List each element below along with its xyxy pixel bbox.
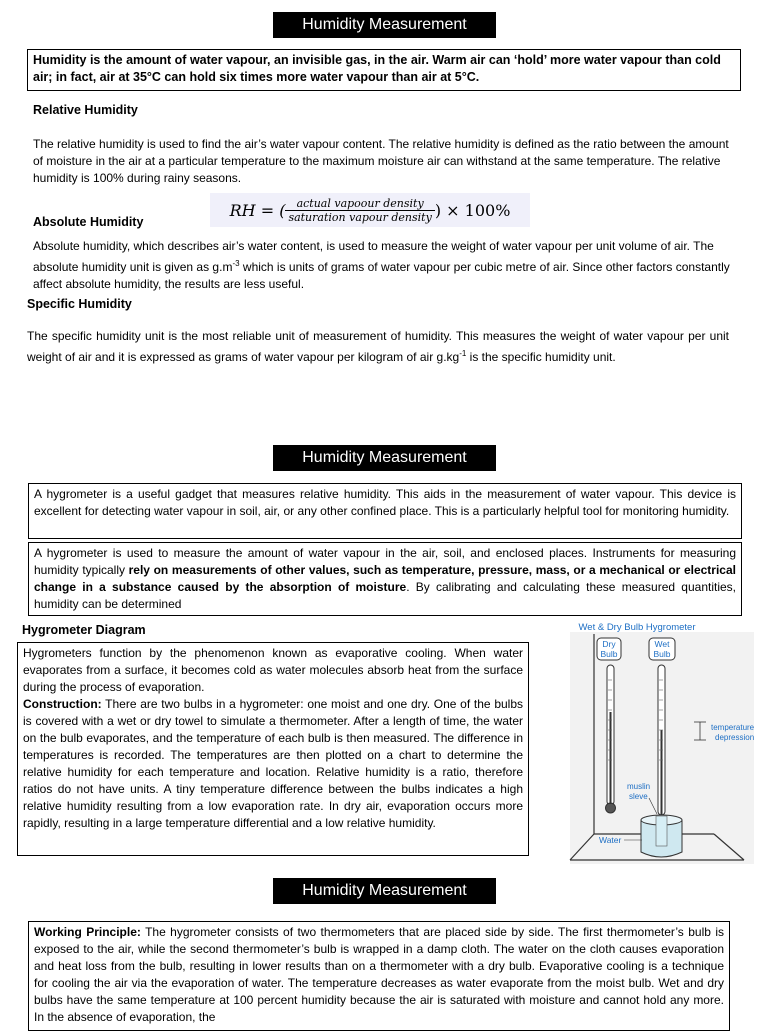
construction-label: Construction: (23, 697, 102, 711)
specific-humidity-heading: Specific Humidity (27, 297, 132, 311)
hygrometer-usage-box (28, 542, 742, 616)
absolute-humidity-text (33, 238, 733, 293)
sleve-label: sleve (629, 792, 648, 801)
construction-text: There are two bulbs in a hygrometer: one moist and one dry. One of the bulbs is covered with a wet or dry towel to simulate a thermometer. After a length of time, the water on the bulb evaporates, and the temperature of each bulb is then measured. The difference in temperatures is recorded. The temperatures are then plotted on a chart to determine the relative humidity for each temperature and location. Relative humidity is a ratio, therefore ratios do not have units. A tiny temperature difference between the bulbs indicates a high relative humidity resulting from a low evaporation rate. In dry air, evaporation occurs more rapidly, resulting in a large temperature differential and a low relative humidity. (23, 697, 523, 830)
usage-text-bold: rely on measurements of other values, such as temperature, pressure, mass, or a mechanical or electrical change in a substance caused by the absorption of moisture (34, 563, 736, 594)
working-principle-box (28, 921, 730, 1031)
dry-bulb-label-2: Bulb (600, 649, 618, 659)
absolute-humidity-heading: Absolute Humidity (33, 215, 144, 229)
formula-denominator: saturation vapour density (288, 210, 432, 224)
specific-unit-sup: -1 (459, 349, 467, 358)
absolute-unit-sup: -3 (232, 259, 240, 268)
absolute-text-b: which is units of grams of water vapour per cubic metre of air. Since other factors constantly affect absolute humidity, the results are less useful. (33, 260, 730, 291)
formula-numerator: actual vapoour density (285, 197, 434, 211)
section-title: Humidity Measurement (273, 878, 496, 904)
usage-text-b: . By calibrating and calculating these measured quantities, humidity can be determined (34, 580, 737, 611)
muslin-sleeve (656, 816, 667, 846)
relative-humidity-text: The relative humidity is used to find the air’s water vapour content. The relative humidity is defined as the ratio between the amount of moisture in the air at a particular temperature to the maximum moisture air can withstand at the same temperature. The relative humidity is 100% during rainy seasons. (33, 137, 729, 185)
specific-text-b: is the specific humidity unit. (466, 350, 616, 364)
rh-formula (210, 193, 530, 227)
relative-humidity-heading: Relative Humidity (33, 103, 138, 117)
wet-bulb-label: Wet (654, 639, 670, 649)
usage-text-a: A hygrometer is used to measure the amount of water vapour in the air, soil, and enclosed places. Instruments for measuring humidity typically (34, 546, 736, 577)
water-label: Water (599, 835, 622, 845)
dry-thermometer-bulb (606, 803, 616, 813)
temperature-label: temperature (711, 723, 754, 732)
specific-text-a: The specific humidity unit is the most reliable unit of measurement of humidity. This measures the weight of water vapour per unit weight of air and it is expressed as grams of water vapour per kilogram of air g.kg (27, 329, 729, 364)
dry-bulb-label: Dry (602, 639, 616, 649)
hygrometer-explanation-box (17, 642, 529, 856)
section-title: Humidity Measurement (273, 445, 496, 471)
formula-fraction (285, 197, 434, 224)
absolute-text-a: Absolute humidity, which describes air’s water content, is used to measure the weight of water vapour per unit volume of air. The absolute humidity unit is given as g.m (33, 239, 714, 274)
wet-bulb-label-2: Bulb (653, 649, 671, 659)
hygrometer-figure (564, 620, 754, 866)
muslin-label: muslin (627, 782, 651, 791)
formula-lhs: RH = ( (229, 200, 286, 220)
working-principle-label: Working Principle: (34, 925, 141, 939)
figure-title: Wet & Dry Bulb Hygrometer (578, 622, 696, 633)
working-principle-text: The hygrometer consists of two thermometers that are placed side by side. The first thermometer’s bulb is exposed to the air, while the second thermometer’s bulb is wrapped in a damp cloth. The water on the cloth causes evaporation and heat loss from the bulb, resulting in lower results than on a thermometer with a dry bulb. Evaporative cooling is a technique for cooling the air via the evaporation of water. The temperature decreases as water evaporate from the moist bulb. Wet and dry bulbs have the same temperature at 100 percent humidity because the air is saturated with moisture and cannot hold any more. In the absence of evaporation, the (34, 925, 724, 1024)
hygrometer-diagram-heading: Hygrometer Diagram (22, 623, 146, 637)
intro-box: Humidity is the amount of water vapour, an invisible gas, in the air. Warm air can ‘hold’ more water vapour than cold air; in fact, air at 35°C can hold six times more water vapour than air at 5°C. (27, 49, 741, 91)
depression-label: depression (715, 733, 754, 742)
explanation-p1: Hygrometers function by the phenomenon known as evaporative cooling. When water evaporates from a surface, it becomes cold as water molecules absorb heat from the surface during the process of evaporation. (23, 646, 523, 694)
section-title: Humidity Measurement (273, 12, 496, 38)
specific-humidity-text (27, 328, 729, 366)
hygrometer-definition-box: A hygrometer is a useful gadget that measures relative humidity. This aids in the measurement of water vapour. This device is excellent for detecting water vapour in soil, air, or any other confined place. This is a particularly helpful tool for monitoring humidity. (28, 483, 742, 539)
formula-rhs: ) × 100% (434, 200, 511, 220)
